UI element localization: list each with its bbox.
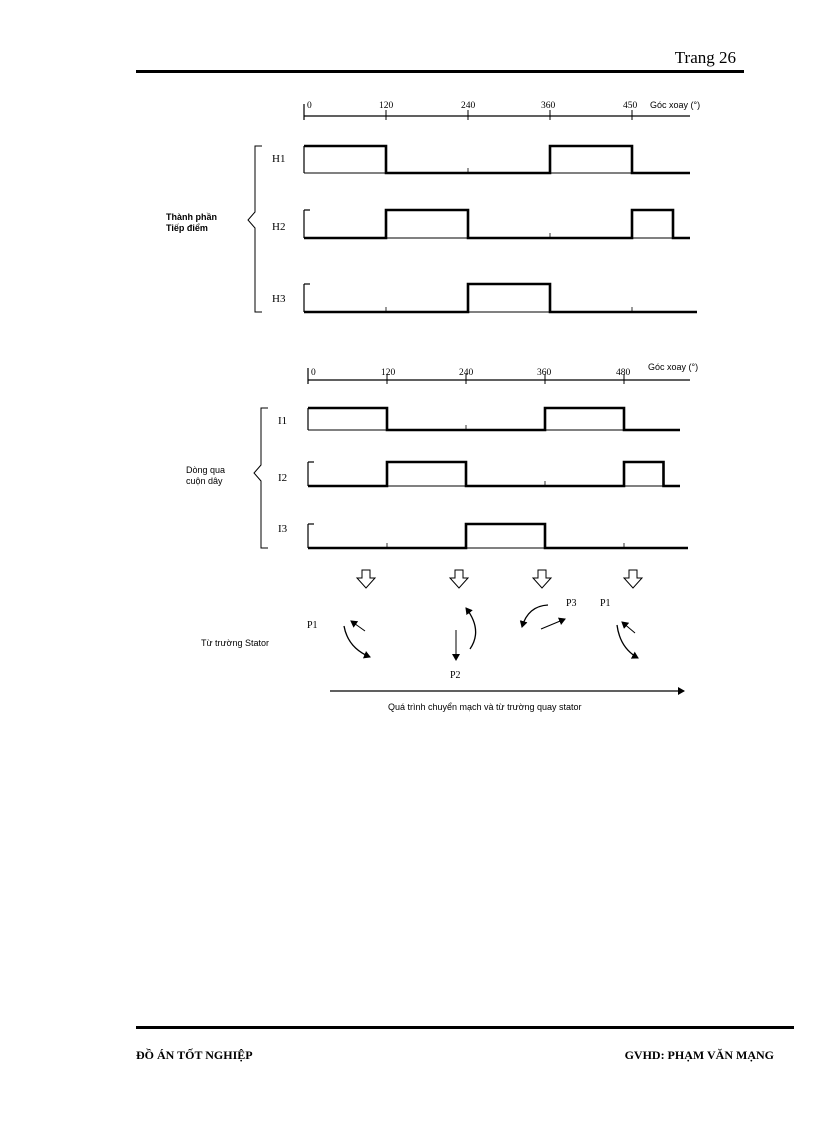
stator-phase-1 xyxy=(307,620,370,657)
stator-phase-3 xyxy=(522,598,577,629)
top-axis-label: Góc xoay (°) xyxy=(650,100,701,110)
stator-phase-2 xyxy=(450,608,476,681)
down-arrow-3 xyxy=(533,570,551,588)
top-tick-120: 120 xyxy=(379,101,394,111)
page-number: Trang 26 xyxy=(674,48,736,67)
pulse-train xyxy=(308,524,688,548)
signal-label-i3: I3 xyxy=(278,523,288,535)
down-arrow-4 xyxy=(624,570,642,588)
rotation-arrow xyxy=(344,626,370,657)
phase-label-p1-first: P1 xyxy=(307,620,318,631)
signal-label-h1: H1 xyxy=(272,153,286,165)
down-arrow-2 xyxy=(450,570,468,588)
bottom-tick-120: 120 xyxy=(381,368,396,378)
field-vector-arrow xyxy=(541,619,565,629)
field-vector-arrow xyxy=(351,621,365,631)
signal-label-h3: H3 xyxy=(272,293,286,305)
bottom-tick-480: 480 xyxy=(616,368,631,378)
phase-label-p2: P2 xyxy=(450,670,461,681)
top-group-brace xyxy=(248,146,262,312)
stator-phase-4 xyxy=(600,598,638,658)
top-tick-240: 240 xyxy=(461,101,476,111)
waveform-i1 xyxy=(308,408,680,430)
rotation-arrow xyxy=(617,625,638,658)
bottom-axis xyxy=(308,362,698,384)
pulse-train xyxy=(304,284,697,312)
top-axis xyxy=(304,100,700,120)
process-label: Quá trình chuyển mạch và từ trường quay stator xyxy=(388,702,582,712)
bottom-group-label-line2: cuộn dây xyxy=(186,476,223,486)
bottom-tick-360: 360 xyxy=(537,368,552,378)
footer-rule xyxy=(136,1026,794,1029)
waveform-h3 xyxy=(304,284,697,312)
waveform-i3 xyxy=(308,524,688,548)
top-tick-0: 0 xyxy=(307,101,312,111)
phase-label-p3: P3 xyxy=(566,598,577,609)
signal-label-i1: I1 xyxy=(278,415,288,427)
waveform-h2 xyxy=(304,210,690,238)
bottom-group-label-line1: Dòng qua xyxy=(186,465,226,475)
waveform-h1 xyxy=(304,146,690,173)
rotation-arrow xyxy=(522,605,548,627)
signal-label-h2: H2 xyxy=(272,221,286,233)
stator-field-label: Từ trường Stator xyxy=(201,638,269,648)
waveform-i2 xyxy=(308,462,680,486)
top-group-label-line2: Tiếp điểm xyxy=(166,223,208,233)
rotation-arrow xyxy=(466,608,476,649)
bottom-tick-240: 240 xyxy=(459,368,474,378)
bottom-group-brace xyxy=(254,408,268,548)
bottom-axis-label: Góc xoay (°) xyxy=(648,362,699,372)
phase-label-p1-second: P1 xyxy=(600,598,611,609)
down-arrow-1 xyxy=(357,570,375,588)
bottom-tick-0: 0 xyxy=(311,368,316,378)
top-tick-450: 450 xyxy=(623,101,638,111)
top-tick-360: 360 xyxy=(541,101,556,111)
field-vector-arrow xyxy=(622,622,635,633)
top-group-label-line1: Thành phần xyxy=(166,212,217,222)
signal-label-i2: I2 xyxy=(278,472,288,484)
footer-project-title: ĐỒ ÁN TỐT NGHIỆP xyxy=(136,1048,253,1062)
footer-supervisor: GVHD: PHẠM VĂN MẠNG xyxy=(624,1048,774,1062)
